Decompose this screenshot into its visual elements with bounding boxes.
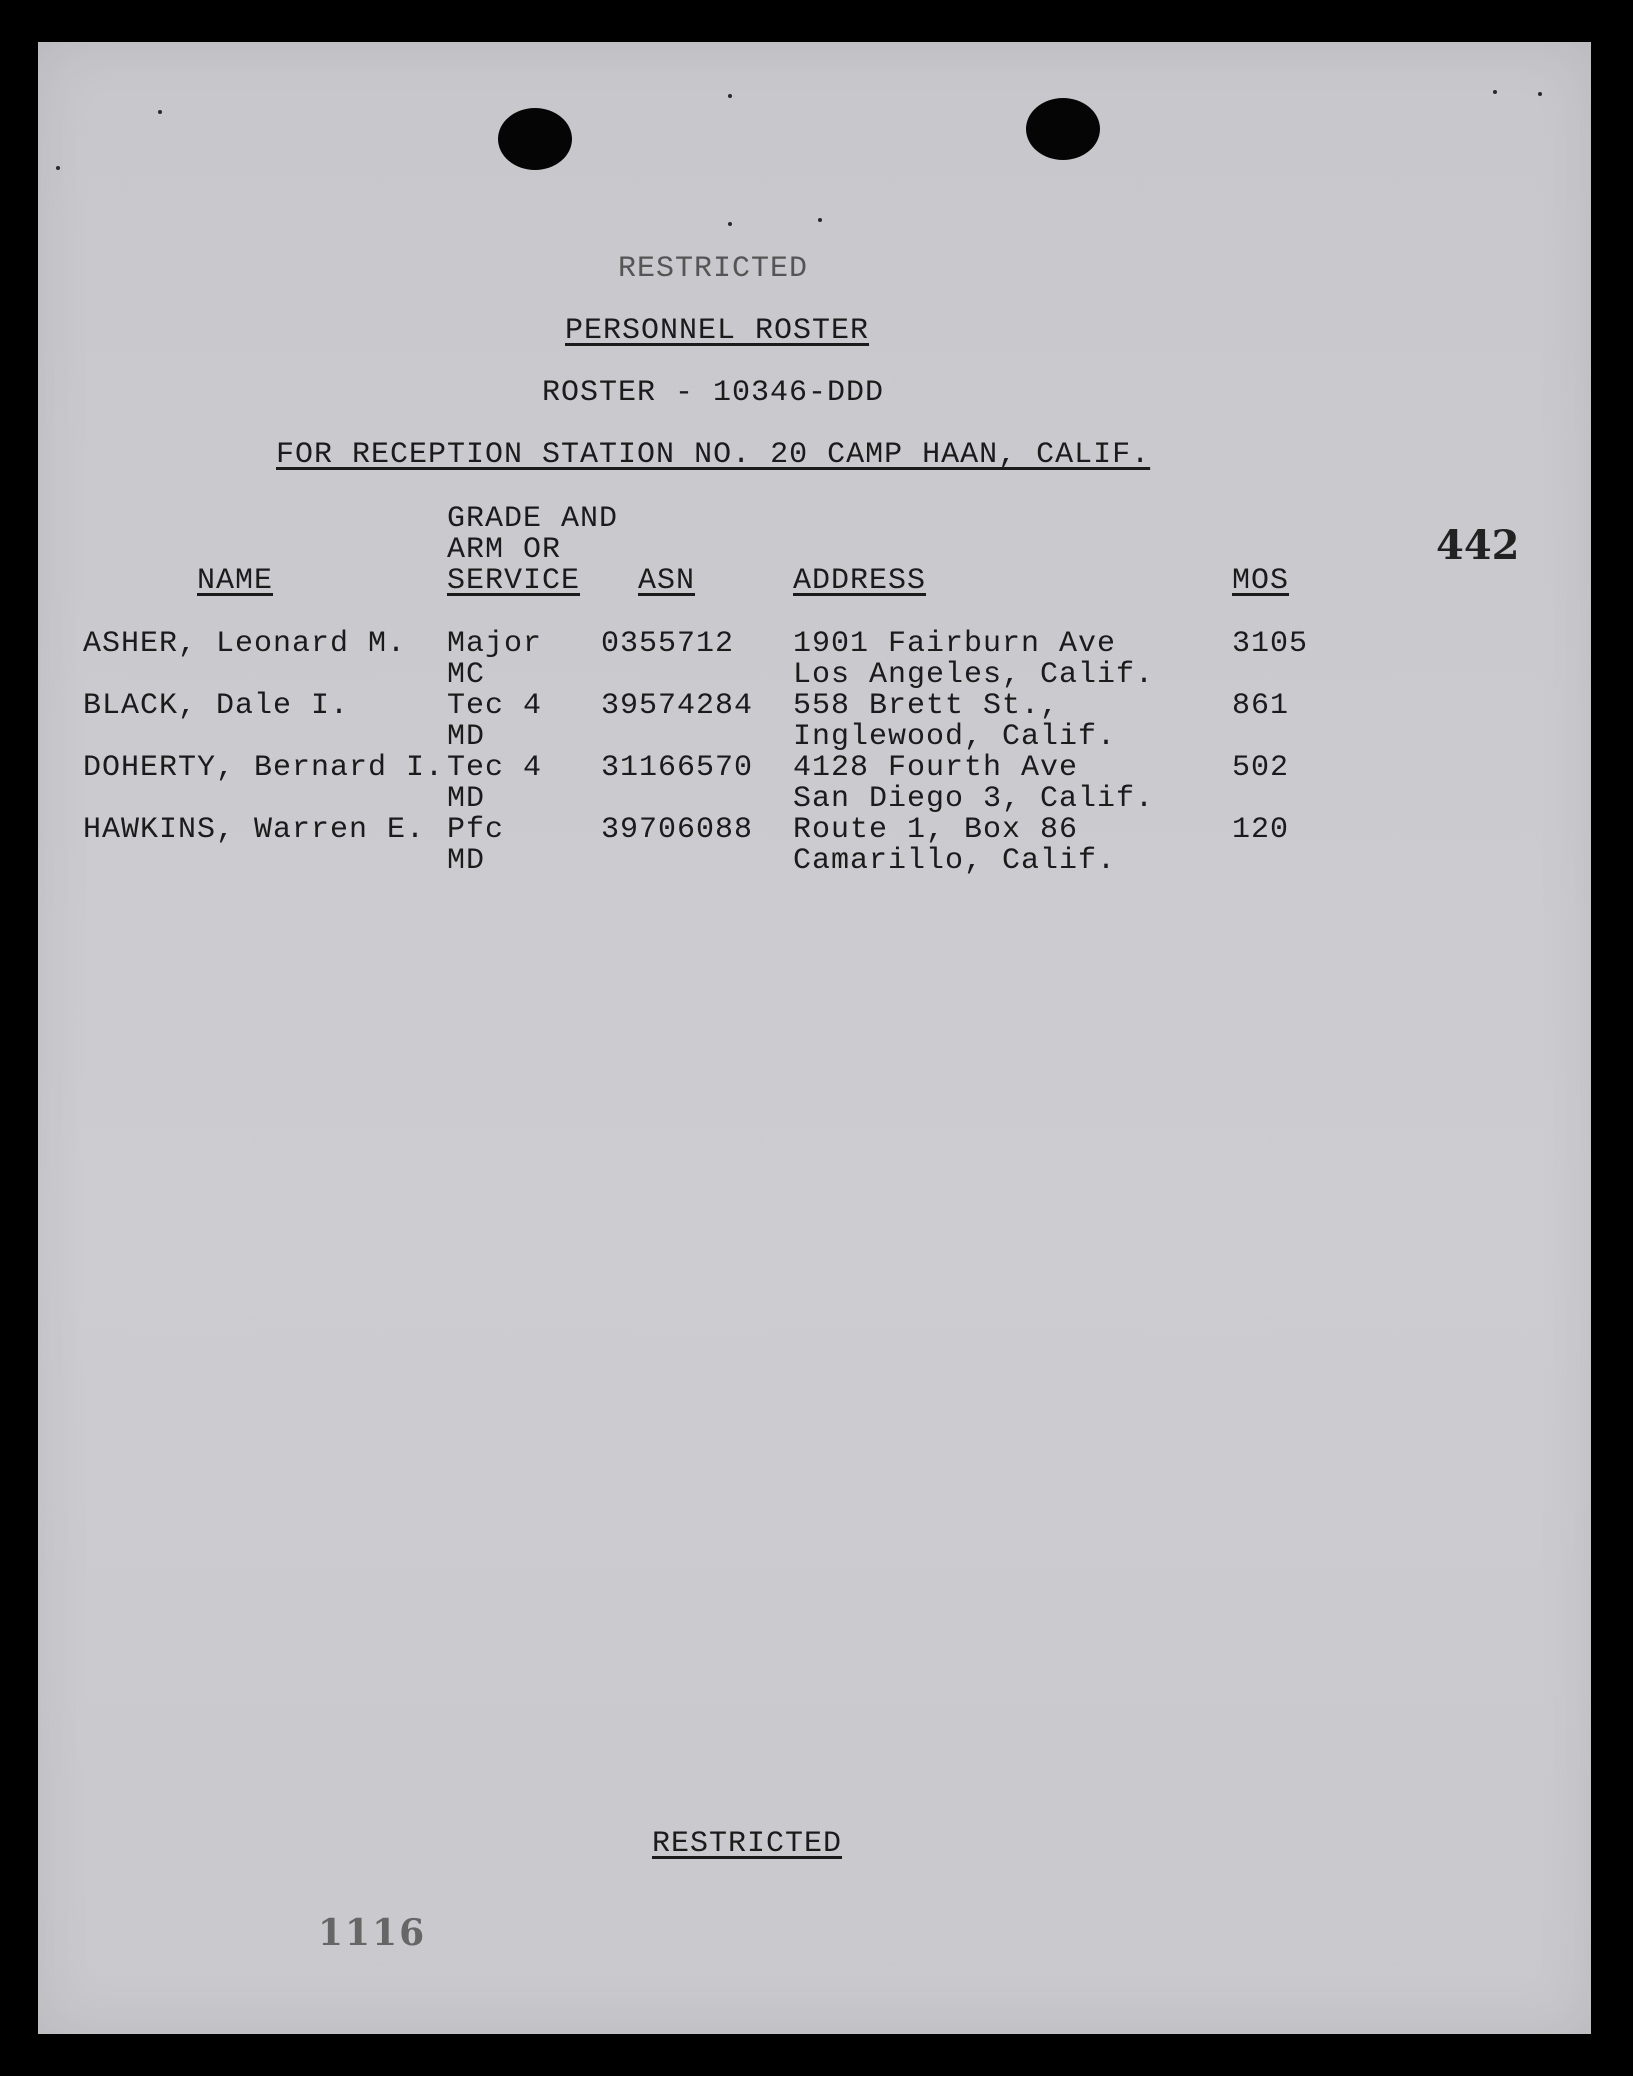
cell-asn: 31166570 [601, 751, 754, 785]
speck [1538, 92, 1542, 96]
cell-grade: Tec 4 [447, 689, 543, 723]
speck [818, 218, 822, 222]
document-title: PERSONNEL ROSTER [565, 314, 870, 348]
column-header-asn: ASN [638, 564, 696, 598]
cell-address-line1: Route 1, Box 86 [793, 813, 1079, 847]
classification-top: RESTRICTED [618, 252, 809, 286]
cell-name: HAWKINS, Warren E. [83, 813, 426, 847]
cell-address-line2: Los Angeles, Calif. [793, 658, 1155, 692]
cell-address-line1: 4128 Fourth Ave [793, 751, 1079, 785]
cell-name: ASHER, Leonard M. [83, 627, 407, 661]
column-header-name: NAME [197, 564, 274, 598]
cell-asn: 39706088 [601, 813, 754, 847]
cell-grade: Pfc [447, 813, 505, 847]
cell-address-line1: 1901 Fairburn Ave [793, 627, 1117, 661]
roster-id: ROSTER - 10346-DDD [542, 376, 885, 410]
punch-hole-right [1026, 98, 1100, 160]
column-header-grade-line2: ARM OR [447, 533, 562, 567]
speck [1493, 90, 1497, 94]
cell-mos: 3105 [1232, 627, 1309, 661]
cell-name: DOHERTY, Bernard I. [83, 751, 445, 785]
cell-service: MD [447, 720, 486, 754]
speck [158, 110, 162, 114]
cell-mos: 861 [1232, 689, 1290, 723]
cell-asn: 39574284 [601, 689, 754, 723]
column-header-grade-line3: SERVICE [447, 564, 581, 598]
column-header-grade-line1: GRADE AND [447, 502, 619, 536]
cell-service: MD [447, 844, 486, 878]
cell-service: MD [447, 782, 486, 816]
cell-asn: 0355712 [601, 627, 735, 661]
cell-service: MC [447, 658, 486, 692]
cell-address-line2: Inglewood, Calif. [793, 720, 1117, 754]
stamp-number: 1116 [318, 1912, 427, 1954]
column-header-mos: MOS [1232, 564, 1290, 598]
speck [728, 94, 732, 98]
punch-hole-left [498, 108, 572, 170]
cell-grade: Tec 4 [447, 751, 543, 785]
column-header-address: ADDRESS [793, 564, 927, 598]
cell-name: BLACK, Dale I. [83, 689, 350, 723]
classification-bottom: RESTRICTED [652, 1827, 843, 1861]
cell-address-line2: San Diego 3, Calif. [793, 782, 1155, 816]
cell-address-line2: Camarillo, Calif. [793, 844, 1117, 878]
cell-address-line1: 558 Brett St., [793, 689, 1060, 723]
cell-grade: Major [447, 627, 543, 661]
document-subtitle: FOR RECEPTION STATION NO. 20 CAMP HAAN, CALIF. [276, 438, 1151, 472]
cell-mos: 502 [1232, 751, 1290, 785]
speck [728, 222, 732, 226]
cell-mos: 120 [1232, 813, 1290, 847]
page-number: 442 [1436, 522, 1520, 569]
speck [56, 166, 60, 170]
